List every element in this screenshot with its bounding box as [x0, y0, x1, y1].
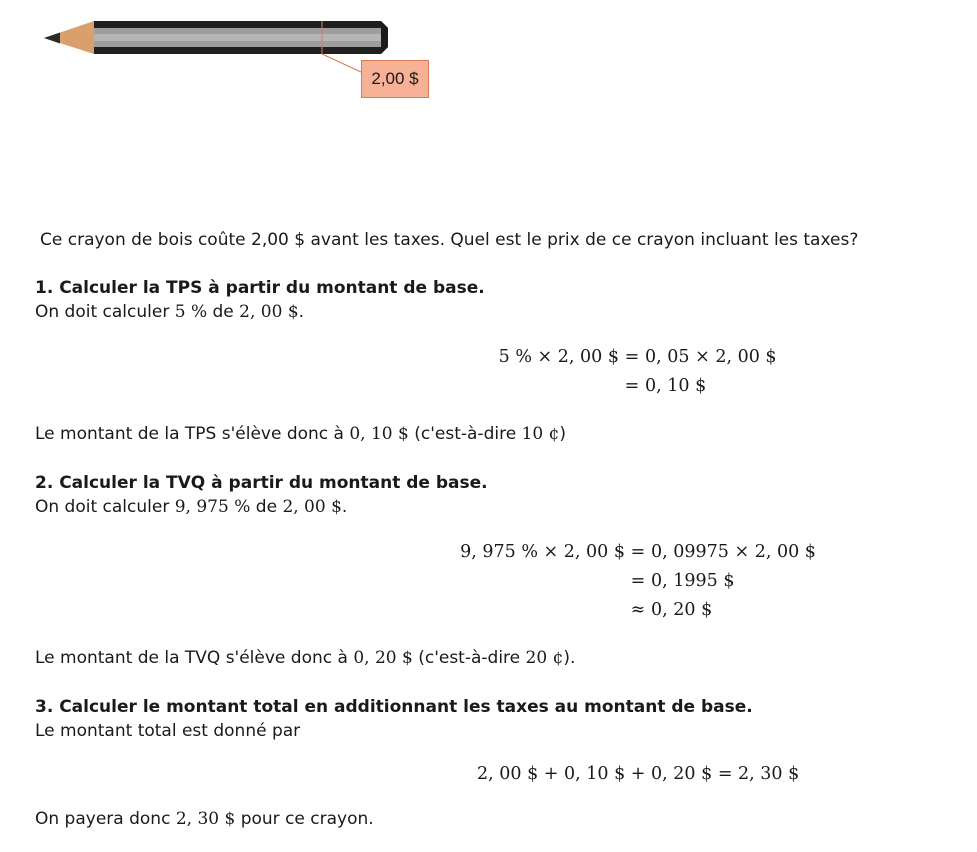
- step2-intro-mid: de: [250, 497, 283, 517]
- step1-result-amount: 0, 10 $: [349, 424, 409, 444]
- step1-eq-rel: =: [624, 347, 640, 367]
- step1-result: [35, 424, 566, 444]
- step1-title: 1. Calculer la TPS à partir du montant de base.: [35, 278, 485, 298]
- step2-eq-rhs3: 0, 20 $: [651, 600, 713, 620]
- step2-eq-rhs1: 0, 09975 × 2, 00 $: [651, 542, 816, 562]
- step1-eq-rhs2: 0, 10 $: [645, 376, 707, 396]
- step2-intro-pct: 9, 975 %: [174, 497, 251, 517]
- price-tag: 2,00 $: [361, 60, 429, 98]
- step2-result-pre: Le montant de la TVQ s'élève donc à: [35, 648, 354, 668]
- step3-result: [35, 809, 374, 829]
- step2-eq-lhs: 9, 975 % × 2, 00 $: [460, 542, 625, 562]
- step1-intro-mid: de: [207, 302, 240, 322]
- step3-intro: Le montant total est donné par: [35, 721, 301, 741]
- pencil-figure: [40, 16, 440, 108]
- step2-eq-rhs2: 0, 1995 $: [651, 571, 735, 591]
- step1-intro-pct: 5 %: [174, 302, 208, 322]
- step1-result-pre: Le montant de la TPS s'élève donc à: [35, 424, 350, 444]
- pencil-end: [381, 21, 388, 54]
- step3-result-post: pour ce crayon.: [235, 809, 374, 829]
- step1-result-mid: (c'est-à-dire: [408, 424, 522, 444]
- question-text: Ce crayon de bois coûte 2,00 $ avant les taxes. Quel est le prix de ce crayon incluant les taxes?: [40, 230, 859, 250]
- step1-equation: [497, 343, 777, 401]
- step2-result-cents: 20 ¢: [525, 648, 564, 668]
- step1-result-cents: 10 ¢: [521, 424, 560, 444]
- step2-eq-rel: =: [630, 542, 646, 562]
- pencil-stripe-top: [94, 28, 388, 34]
- step2-eq-rel2: =: [630, 571, 646, 591]
- step2-result-post: ).: [563, 648, 576, 668]
- step1-result-post: ): [559, 424, 567, 444]
- step3-eq: 2, 00 $ + 0, 10 $ + 0, 20 $ = 2, 30 $: [477, 764, 800, 784]
- pencil-stripe-bottom: [94, 41, 388, 47]
- step1-intro-pre: On doit calculer: [35, 302, 175, 322]
- step3-result-pre: On payera donc: [35, 809, 176, 829]
- step2-result-amount: 0, 20 $: [353, 648, 413, 668]
- pencil-stripe-middle: [94, 34, 388, 41]
- step3-result-amount: 2, 30 $: [175, 809, 236, 829]
- step1-intro-amount: 2, 00 $: [239, 302, 299, 322]
- step1-eq-lhs: 5 % × 2, 00 $: [498, 347, 619, 367]
- step2-eq-rel3: ≈: [630, 600, 646, 620]
- step3-title: 3. Calculer le montant total en additionnant les taxes au montant de base.: [35, 697, 753, 717]
- step1-intro: [35, 302, 304, 322]
- step2-intro: [35, 497, 347, 517]
- tag-pointer-line: [322, 54, 361, 72]
- step1-eq-rhs1: 0, 05 × 2, 00 $: [645, 347, 777, 367]
- step2-result: [35, 648, 575, 668]
- step2-title: 2. Calculer la TVQ à partir du montant de base.: [35, 473, 488, 493]
- step2-result-mid: (c'est-à-dire: [412, 648, 526, 668]
- step2-intro-pre: On doit calculer: [35, 497, 175, 517]
- step1-eq-rel2: =: [624, 376, 640, 396]
- step2-intro-amount: 2, 00 $: [282, 497, 342, 517]
- step1-intro-post: .: [298, 302, 305, 322]
- step2-equation: [459, 538, 816, 625]
- step2-intro-post: .: [341, 497, 348, 517]
- pencil-graphite-tip: [44, 33, 60, 44]
- step3-equation: [477, 760, 799, 789]
